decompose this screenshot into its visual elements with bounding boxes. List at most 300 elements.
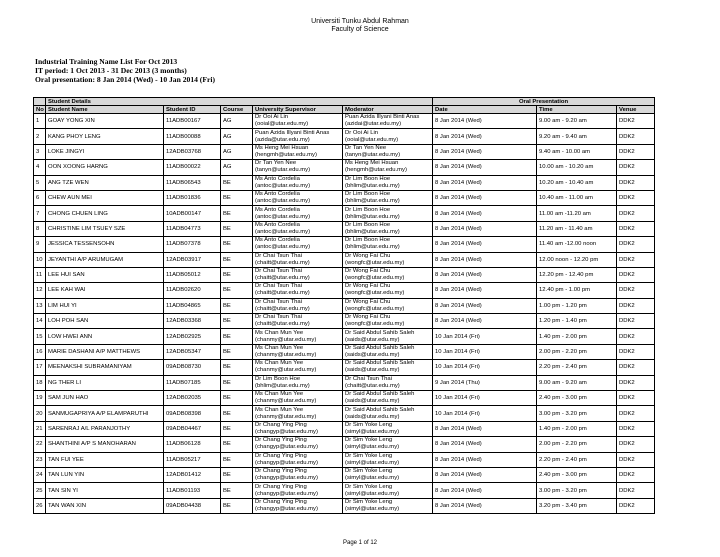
supervisor-cell bbox=[253, 406, 343, 421]
supervisor-name: Dr Chang Ying Ping bbox=[255, 498, 307, 505]
row-no-text: 16 bbox=[36, 349, 43, 356]
course-text: BE bbox=[223, 456, 231, 463]
student-name-cell bbox=[46, 175, 164, 190]
student-id-text: 12ADB01412 bbox=[166, 472, 202, 479]
venue-cell bbox=[617, 421, 655, 436]
supervisor-email: (chanmy@utar.edu.my) bbox=[255, 413, 317, 420]
moderator-email: (simyl@utar.edu.my) bbox=[345, 459, 400, 466]
venue-text: DDK2 bbox=[619, 210, 635, 217]
supervisor-name: Ms Anto Cordelia bbox=[255, 206, 300, 213]
course-cell bbox=[221, 360, 253, 375]
col-header-course: Course bbox=[221, 106, 253, 114]
moderator-name: Dr Wong Fai Chu bbox=[345, 298, 391, 305]
row-no-cell bbox=[34, 375, 46, 390]
student-name-cell bbox=[46, 391, 164, 406]
row-no-cell bbox=[34, 267, 46, 282]
course-cell bbox=[221, 406, 253, 421]
date-text: 8 Jan 2014 (Wed) bbox=[435, 318, 482, 325]
date-text: 8 Jan 2014 (Wed) bbox=[435, 287, 482, 294]
time-text: 1.40 pm - 2.00 pm bbox=[539, 333, 587, 340]
date-cell bbox=[433, 298, 537, 313]
moderator-email: (wongfc@utar.edu.my) bbox=[345, 275, 405, 282]
student-id-cell bbox=[164, 483, 221, 498]
moderator-email: (simyl@utar.edu.my) bbox=[345, 490, 400, 497]
date-cell bbox=[433, 221, 537, 236]
student-id-text: 12ADB03917 bbox=[166, 256, 202, 263]
student-id-cell bbox=[164, 206, 221, 221]
moderator-cell bbox=[343, 129, 433, 144]
time-text: 12.00 noon - 12.20 pm bbox=[539, 256, 599, 263]
moderator-email: (simyl@utar.edu.my) bbox=[345, 475, 400, 482]
venue-text: DDK2 bbox=[619, 502, 635, 509]
venue-text: DDK2 bbox=[619, 148, 635, 155]
student-name-cell bbox=[46, 237, 164, 252]
moderator-name: Dr Lim Boon Hoe bbox=[345, 175, 391, 182]
date-cell bbox=[433, 360, 537, 375]
venue-text: DDK2 bbox=[619, 318, 635, 325]
row-no-text: 2 bbox=[36, 133, 40, 140]
student-name-text: GOAY YONG XIN bbox=[48, 118, 95, 125]
row-no-cell bbox=[34, 344, 46, 359]
supervisor-email: (chaitt@utar.edu.my) bbox=[255, 259, 310, 266]
student-name-cell bbox=[46, 144, 164, 159]
supervisor-email: (changyp@utar.edu.my) bbox=[255, 444, 318, 451]
date-text: 8 Jan 2014 (Wed) bbox=[435, 148, 482, 155]
student-name-cell bbox=[46, 483, 164, 498]
row-no-text: 24 bbox=[36, 472, 43, 479]
venue-text: DDK2 bbox=[619, 426, 635, 432]
moderator-email: (simyl@utar.edu.my) bbox=[345, 429, 400, 435]
moderator-email: (bhlim@utar.edu.my) bbox=[345, 228, 400, 235]
student-name-text: NG THER LI bbox=[48, 379, 81, 386]
student-name-cell bbox=[46, 498, 164, 513]
table-row bbox=[34, 406, 655, 421]
moderator-name: Dr Lim Boon Hoe bbox=[345, 206, 391, 213]
venue-cell bbox=[617, 391, 655, 406]
venue-cell bbox=[617, 452, 655, 467]
student-name-text: ANG TZE WEN bbox=[48, 179, 89, 186]
student-id-cell bbox=[164, 360, 221, 375]
supervisor-email: (bhlim@utar.edu.my) bbox=[255, 382, 310, 389]
row-no-text: 1 bbox=[36, 118, 40, 125]
venue-text: DDK2 bbox=[619, 272, 635, 279]
row-no-cell bbox=[34, 329, 46, 344]
moderator-email: (chaitt@utar.edu.my) bbox=[345, 382, 400, 389]
moderator-name: Dr Said Abdul Sahib Saleh bbox=[345, 329, 415, 336]
date-text: 8 Jan 2014 (Wed) bbox=[435, 164, 482, 171]
moderator-name: Dr Sim Yoke Leng bbox=[345, 498, 393, 505]
row-no-text: 19 bbox=[36, 395, 43, 402]
table-row bbox=[34, 314, 655, 329]
moderator-name: Dr Sim Yoke Leng bbox=[345, 483, 393, 490]
supervisor-cell bbox=[253, 190, 343, 205]
student-name-cell bbox=[46, 375, 164, 390]
faculty-name: Faculty of Science bbox=[331, 26, 389, 33]
table-row bbox=[34, 391, 655, 406]
supervisor-cell bbox=[253, 283, 343, 298]
moderator-cell bbox=[343, 375, 433, 390]
venue-text: DDK2 bbox=[619, 256, 635, 263]
time-text: 2.20 pm - 2.40 pm bbox=[539, 456, 587, 463]
venue-text: DDK2 bbox=[619, 302, 635, 309]
time-text: 12.20 pm - 12.40 pm bbox=[539, 272, 594, 279]
supervisor-cell bbox=[253, 175, 343, 190]
supervisor-email: (antoc@utar.edu.my) bbox=[255, 182, 311, 189]
date-text: 8 Jan 2014 (Wed) bbox=[435, 118, 482, 125]
moderator-email: (wongfc@utar.edu.my) bbox=[345, 259, 405, 266]
student-id-text: 11ADB06128 bbox=[166, 441, 201, 448]
supervisor-email: (changyp@utar.edu.my) bbox=[255, 429, 318, 435]
date-text: 8 Jan 2014 (Wed) bbox=[435, 456, 482, 463]
moderator-name: Dr Wong Fai Chu bbox=[345, 283, 391, 290]
venue-cell bbox=[617, 160, 655, 175]
supervisor-email: (chanmy@utar.edu.my) bbox=[255, 336, 317, 343]
venue-cell bbox=[617, 114, 655, 129]
student-id-text: 11ADB05012 bbox=[166, 272, 201, 279]
supervisor-cell bbox=[253, 267, 343, 282]
venue-text: DDK2 bbox=[619, 456, 635, 463]
table-row bbox=[34, 375, 655, 390]
venue-cell bbox=[617, 483, 655, 498]
venue-text: DDK2 bbox=[619, 287, 635, 294]
supervisor-name: Ms Chan Mun Yee bbox=[255, 329, 304, 336]
date-text: 8 Jan 2014 (Wed) bbox=[435, 179, 482, 186]
supervisor-cell bbox=[253, 375, 343, 390]
venue-cell bbox=[617, 206, 655, 221]
student-id-text: 11ADB00167 bbox=[166, 118, 201, 125]
row-no-text: 15 bbox=[36, 333, 43, 340]
moderator-name: Ms Heng Mei Hsuan bbox=[345, 160, 399, 167]
table-body bbox=[34, 114, 655, 514]
student-id-cell bbox=[164, 375, 221, 390]
time-text: 1.20 pm - 1.40 pm bbox=[539, 318, 587, 325]
student-name-text: MEENAKSHI SUBRAMANIYAM bbox=[48, 364, 132, 371]
student-name-cell bbox=[46, 421, 164, 436]
date-cell bbox=[433, 175, 537, 190]
course-cell bbox=[221, 237, 253, 252]
moderator-cell bbox=[343, 329, 433, 344]
supervisor-cell bbox=[253, 329, 343, 344]
table-row bbox=[34, 237, 655, 252]
venue-text: DDK2 bbox=[619, 410, 635, 417]
venue-cell bbox=[617, 175, 655, 190]
moderator-email: (bhlim@utar.edu.my) bbox=[345, 213, 400, 220]
supervisor-cell bbox=[253, 252, 343, 267]
student-name-text: TAN LUN YIN bbox=[48, 472, 85, 479]
date-text: 8 Jan 2014 (Wed) bbox=[435, 502, 482, 509]
student-name-text: TAN WAN XIN bbox=[48, 502, 86, 509]
supervisor-email: (changyp@utar.edu.my) bbox=[255, 475, 318, 482]
supervisor-name: Ms Chan Mun Yee bbox=[255, 360, 304, 367]
supervisor-email: (tanyn@utar.edu.my) bbox=[255, 167, 311, 174]
venue-cell bbox=[617, 329, 655, 344]
row-no-text: 8 bbox=[36, 225, 40, 232]
student-name-cell bbox=[46, 190, 164, 205]
date-text: 10 Jan 2014 (Fri) bbox=[435, 410, 480, 417]
supervisor-email: (hengmh@utar.edu.my) bbox=[255, 151, 317, 158]
row-no-cell bbox=[34, 360, 46, 375]
moderator-email: (simyl@utar.edu.my) bbox=[345, 505, 400, 512]
venue-text: DDK2 bbox=[619, 487, 635, 494]
course-text: BE bbox=[223, 472, 231, 479]
col-header-student-name: Student Name bbox=[46, 106, 164, 114]
moderator-email: (ooial@utar.edu.my) bbox=[345, 136, 399, 143]
moderator-email: (saids@utar.edu.my) bbox=[345, 398, 400, 405]
time-cell bbox=[537, 160, 617, 175]
row-no-text: 13 bbox=[36, 302, 43, 309]
moderator-email: (saids@utar.edu.my) bbox=[345, 367, 400, 374]
date-text: 8 Jan 2014 (Wed) bbox=[435, 195, 482, 202]
student-name-text: TAN SIN YI bbox=[48, 487, 78, 494]
time-text: 10.40 am - 11.00 am bbox=[539, 195, 593, 202]
course-text: BE bbox=[223, 195, 231, 202]
moderator-email: (wongfc@utar.edu.my) bbox=[345, 290, 405, 297]
venue-cell bbox=[617, 375, 655, 390]
venue-cell bbox=[617, 129, 655, 144]
table-row bbox=[34, 421, 655, 436]
time-text: 3.00 pm - 3.20 pm bbox=[539, 410, 587, 417]
supervisor-cell bbox=[253, 237, 343, 252]
moderator-cell bbox=[343, 190, 433, 205]
row-no-text: 5 bbox=[36, 179, 40, 186]
moderator-cell bbox=[343, 360, 433, 375]
table-row bbox=[34, 483, 655, 498]
supervisor-cell bbox=[253, 114, 343, 129]
supervisor-cell bbox=[253, 467, 343, 482]
supervisor-cell bbox=[253, 360, 343, 375]
venue-text: DDK2 bbox=[619, 179, 635, 186]
time-text: 2.00 pm - 2.20 pm bbox=[539, 349, 587, 356]
venue-text: DDK2 bbox=[619, 133, 635, 140]
time-text: 2.20 pm - 2.40 pm bbox=[539, 364, 587, 371]
table-row bbox=[34, 129, 655, 144]
row-no-text: 25 bbox=[36, 487, 43, 494]
student-id-cell bbox=[164, 406, 221, 421]
moderator-cell bbox=[343, 421, 433, 436]
table-row bbox=[34, 206, 655, 221]
time-text: 9.00 am - 9.20 am bbox=[539, 118, 587, 125]
student-name-cell bbox=[46, 252, 164, 267]
course-cell bbox=[221, 329, 253, 344]
student-id-cell bbox=[164, 452, 221, 467]
col-header-moderator: Moderator bbox=[343, 106, 433, 114]
course-cell bbox=[221, 483, 253, 498]
column-header-row bbox=[34, 106, 655, 114]
student-name-text: CHRISTINE LIM TSUEY SZE bbox=[48, 225, 126, 232]
student-id-text: 11ADB06543 bbox=[166, 179, 201, 186]
moderator-email: (tanyn@utar.edu.my) bbox=[345, 151, 401, 158]
row-no-cell bbox=[34, 437, 46, 452]
time-text: 11.40 am -12.00 noon bbox=[539, 241, 597, 248]
date-text: 8 Jan 2014 (Wed) bbox=[435, 256, 482, 263]
venue-cell bbox=[617, 360, 655, 375]
date-cell bbox=[433, 252, 537, 267]
row-no-cell bbox=[34, 421, 46, 436]
venue-text: DDK2 bbox=[619, 472, 635, 479]
supervisor-name: Dr Chang Ying Ping bbox=[255, 483, 307, 490]
moderator-name: Dr Lim Boon Hoe bbox=[345, 191, 391, 198]
venue-text: DDK2 bbox=[619, 333, 635, 340]
moderator-cell bbox=[343, 498, 433, 513]
student-name-text: LOKE JINGYI bbox=[48, 148, 85, 155]
time-cell bbox=[537, 221, 617, 236]
table-row bbox=[34, 437, 655, 452]
moderator-cell bbox=[343, 252, 433, 267]
supervisor-cell bbox=[253, 144, 343, 159]
time-cell bbox=[537, 237, 617, 252]
date-cell bbox=[433, 329, 537, 344]
row-no-text: 20 bbox=[36, 410, 43, 417]
table-row bbox=[34, 344, 655, 359]
date-cell bbox=[433, 206, 537, 221]
row-no-cell bbox=[34, 452, 46, 467]
supervisor-email: (chanmy@utar.edu.my) bbox=[255, 352, 317, 359]
date-cell bbox=[433, 129, 537, 144]
row-no-text: 9 bbox=[36, 241, 40, 248]
supervisor-name: Dr Chang Ying Ping bbox=[255, 437, 307, 444]
date-cell bbox=[433, 421, 537, 436]
course-text: AG bbox=[223, 164, 232, 171]
student-name-cell bbox=[46, 314, 164, 329]
row-no-text: 18 bbox=[36, 379, 43, 386]
moderator-cell bbox=[343, 314, 433, 329]
row-no-text: 12 bbox=[36, 287, 43, 294]
venue-cell bbox=[617, 406, 655, 421]
supervisor-cell bbox=[253, 437, 343, 452]
moderator-cell bbox=[343, 237, 433, 252]
time-cell bbox=[537, 375, 617, 390]
row-no-cell bbox=[34, 391, 46, 406]
time-cell bbox=[537, 314, 617, 329]
venue-text: DDK2 bbox=[619, 225, 635, 232]
row-no-text: 22 bbox=[36, 441, 43, 448]
document-titles bbox=[35, 57, 215, 84]
date-text: 8 Jan 2014 (Wed) bbox=[435, 426, 482, 432]
date-text: 8 Jan 2014 (Wed) bbox=[435, 210, 482, 217]
student-id-text: 11ADB01193 bbox=[166, 487, 201, 494]
moderator-name: Dr Chai Tsun Thai bbox=[345, 375, 392, 382]
student-id-cell bbox=[164, 437, 221, 452]
row-no-cell bbox=[34, 237, 46, 252]
student-id-text: 11ADB02620 bbox=[166, 287, 201, 294]
table-row bbox=[34, 252, 655, 267]
student-id-text: 11ADB05217 bbox=[166, 456, 201, 463]
moderator-name: Dr Lim Boon Hoe bbox=[345, 237, 391, 244]
table-row bbox=[34, 267, 655, 282]
student-id-cell bbox=[164, 144, 221, 159]
student-id-cell bbox=[164, 391, 221, 406]
date-text: 8 Jan 2014 (Wed) bbox=[435, 472, 482, 479]
time-cell bbox=[537, 452, 617, 467]
date-text: 9 Jan 2014 (Thu) bbox=[435, 379, 480, 386]
student-name-cell bbox=[46, 129, 164, 144]
date-text: 8 Jan 2014 (Wed) bbox=[435, 241, 482, 248]
student-id-text: 11ADB00088 bbox=[166, 133, 201, 140]
moderator-name: Dr Tan Yen Nee bbox=[345, 144, 387, 151]
student-id-text: 11ADB01836 bbox=[166, 195, 201, 202]
supervisor-cell bbox=[253, 160, 343, 175]
time-cell bbox=[537, 206, 617, 221]
row-no-text: 14 bbox=[36, 318, 43, 325]
student-name-text: JEYANTHI A/P ARUMUGAM bbox=[48, 256, 124, 263]
venue-text: DDK2 bbox=[619, 195, 635, 202]
student-name-cell bbox=[46, 267, 164, 282]
date-text: 8 Jan 2014 (Wed) bbox=[435, 302, 482, 309]
supervisor-email: (chaitt@utar.edu.my) bbox=[255, 290, 310, 297]
moderator-cell bbox=[343, 298, 433, 313]
course-cell bbox=[221, 421, 253, 436]
student-name-text: SARENRAJ A/L PARANJOTHY bbox=[48, 426, 131, 432]
student-name-cell bbox=[46, 360, 164, 375]
student-id-cell bbox=[164, 160, 221, 175]
date-text: 8 Jan 2014 (Wed) bbox=[435, 487, 482, 494]
venue-cell bbox=[617, 314, 655, 329]
moderator-email: (bhlim@utar.edu.my) bbox=[345, 182, 400, 189]
col-header-supervisor: University Supervisor bbox=[253, 106, 343, 114]
moderator-email: (azidai@utar.edu.my) bbox=[345, 121, 402, 128]
venue-cell bbox=[617, 283, 655, 298]
time-text: 2.00 pm - 2.20 pm bbox=[539, 441, 587, 448]
row-no-cell bbox=[34, 190, 46, 205]
venue-cell bbox=[617, 298, 655, 313]
student-id-cell bbox=[164, 237, 221, 252]
student-id-cell bbox=[164, 252, 221, 267]
student-name-text: MARIE DASHANI A/P MATTHEWS bbox=[48, 349, 141, 356]
course-cell bbox=[221, 314, 253, 329]
time-cell bbox=[537, 190, 617, 205]
course-text: BE bbox=[223, 410, 231, 417]
col-header-time: Time bbox=[537, 106, 617, 114]
date-cell bbox=[433, 498, 537, 513]
student-name-text: SHANTHINI A/P S MANOHARAN bbox=[48, 441, 136, 448]
time-text: 9.20 am - 9.40 am bbox=[539, 133, 587, 140]
moderator-cell bbox=[343, 437, 433, 452]
course-cell bbox=[221, 144, 253, 159]
student-name-cell bbox=[46, 329, 164, 344]
supervisor-email: (antoc@utar.edu.my) bbox=[255, 198, 311, 205]
course-text: BE bbox=[223, 487, 231, 494]
moderator-name: Puan Azida Illyani Binti Anas bbox=[345, 114, 420, 121]
course-text: AG bbox=[223, 133, 232, 140]
time-cell bbox=[537, 483, 617, 498]
venue-text: DDK2 bbox=[619, 395, 635, 402]
course-text: BE bbox=[223, 364, 231, 371]
course-text: BE bbox=[223, 379, 231, 386]
student-name-text: LIM HUI YI bbox=[48, 302, 77, 309]
row-no-text: 21 bbox=[36, 426, 43, 432]
supervisor-email: (azida@utar.edu.my) bbox=[255, 136, 310, 143]
student-name-cell bbox=[46, 283, 164, 298]
student-id-text: 09ADB08398 bbox=[166, 410, 202, 417]
supervisor-name: Puan Azida Illyani Binti Anas bbox=[255, 129, 330, 136]
student-name-cell bbox=[46, 114, 164, 129]
supervisor-cell bbox=[253, 314, 343, 329]
row-no-cell bbox=[34, 314, 46, 329]
course-text: BE bbox=[223, 395, 231, 402]
supervisor-email: (chaitt@utar.edu.my) bbox=[255, 275, 310, 282]
course-text: BE bbox=[223, 272, 231, 279]
table-row bbox=[34, 144, 655, 159]
student-name-text: LEE KAH WAI bbox=[48, 287, 86, 294]
student-name-cell bbox=[46, 467, 164, 482]
course-text: BE bbox=[223, 210, 231, 217]
course-cell bbox=[221, 206, 253, 221]
moderator-cell bbox=[343, 467, 433, 482]
time-text: 3.00 pm - 3.20 pm bbox=[539, 487, 587, 494]
date-text: 8 Jan 2014 (Wed) bbox=[435, 272, 482, 279]
moderator-name: Dr Sim Yoke Leng bbox=[345, 437, 393, 444]
student-id-text: 11ADB00022 bbox=[166, 164, 201, 171]
